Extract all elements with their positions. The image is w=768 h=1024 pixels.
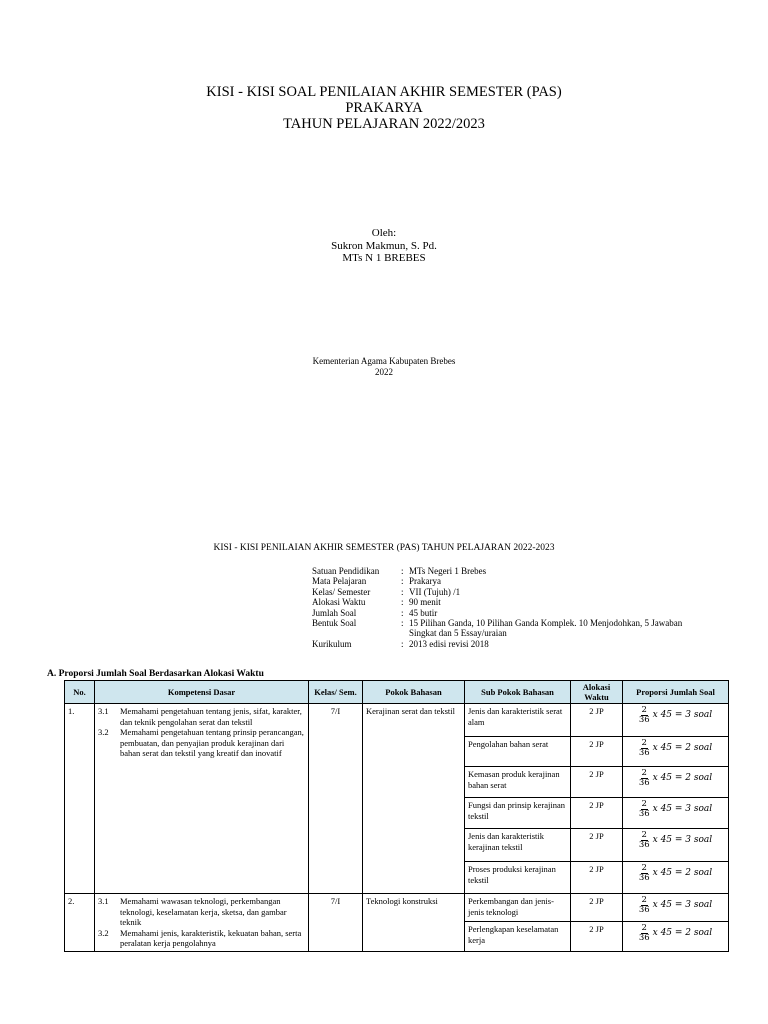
cell-sub-pokok: Perlengkapan keselamatan kerja	[465, 922, 571, 952]
cell-sub-pokok: Jenis dan karakteristik serat alam	[465, 704, 571, 737]
cell-alokasi: 2 JP	[571, 704, 623, 737]
meta-row	[312, 608, 709, 618]
fraction	[639, 769, 650, 788]
table-header-row	[65, 681, 729, 704]
cell-alokasi: 2 JP	[571, 737, 623, 767]
meta-label: Bentuk Soal	[312, 618, 357, 629]
meta-colon: :	[401, 566, 404, 576]
kd-number: 3.1	[98, 896, 109, 906]
meta-colon: :	[401, 597, 404, 608]
proportion-formula	[626, 831, 725, 850]
fraction-denominator: 36	[638, 933, 650, 943]
fraction-denominator: 36	[638, 748, 650, 758]
fraction-numerator: 2	[641, 705, 647, 715]
formula-result: x 45 = 2 soal	[652, 868, 713, 879]
school-name: MTs N 1 BREBES	[342, 252, 426, 264]
formula-result: x 45 = 2 soal	[652, 743, 713, 754]
fraction-numerator: 2	[641, 923, 647, 933]
cell-proporsi	[623, 798, 729, 829]
cover-title-line1: KISI - KISI SOAL PENILAIAN AKHIR SEMESTER (PAS)	[206, 84, 562, 100]
cell-sub-pokok: Perkembangan dan jenis-jenis teknologi	[465, 894, 571, 922]
proportion-formula	[626, 924, 725, 943]
meta-value: 45 butir	[409, 607, 438, 618]
cover-year: 2022	[375, 367, 393, 377]
cell-alokasi: 2 JP	[571, 922, 623, 952]
kd-number: 3.2	[98, 727, 109, 737]
meta-label: Satuan Pendidikan	[312, 566, 380, 576]
header-kelas: Kelas/ Sem.	[309, 681, 363, 704]
kd-number: 3.1	[98, 706, 109, 716]
meta-label: Kurikulum	[312, 638, 352, 649]
cell-kd	[95, 704, 309, 894]
cell-proporsi	[623, 737, 729, 767]
fraction-numerator: 2	[641, 768, 647, 778]
meta-row	[312, 597, 709, 607]
fraction-numerator: 2	[641, 799, 647, 809]
cell-alokasi: 2 JP	[571, 798, 623, 829]
meta-row	[312, 576, 709, 586]
cell-alokasi: 2 JP	[571, 767, 623, 798]
kd-number: 3.2	[98, 927, 109, 938]
fraction-numerator: 2	[641, 895, 647, 905]
cell-proporsi	[623, 704, 729, 737]
cover-title	[0, 84, 768, 132]
ministry-name: Kementerian Agama Kabupaten Brebes	[312, 356, 456, 366]
table-row	[65, 894, 729, 922]
cell-pokok: Kerajinan serat dan tekstil	[363, 704, 465, 894]
identity-block	[312, 566, 709, 649]
proportion-formula	[626, 864, 725, 883]
meta-value: Prakarya	[409, 576, 441, 587]
fraction-denominator: 36	[638, 715, 650, 725]
section-a-heading: A. Proporsi Jumlah Soal Berdasarkan Alokasi Waktu	[47, 669, 264, 679]
cell-alokasi: 2 JP	[571, 829, 623, 862]
fraction-numerator: 2	[641, 863, 647, 873]
fraction-denominator: 36	[638, 809, 650, 819]
cell-proporsi	[623, 829, 729, 862]
cover-title-line2: PRAKARYA	[345, 100, 423, 116]
meta-colon: :	[401, 576, 404, 587]
cell-sub-pokok: Fungsi dan prinsip kerajinan tekstil	[465, 798, 571, 829]
cell-proporsi	[623, 767, 729, 798]
header-alokasi: Alokasi Waktu	[571, 681, 623, 704]
fraction-numerator: 2	[641, 738, 647, 748]
proportion-formula	[626, 739, 725, 758]
header-kd: Kompetensi Dasar	[95, 681, 309, 704]
formula-result: x 45 = 2 soal	[652, 773, 713, 784]
fraction	[639, 800, 650, 819]
kd-text: Memahami wawasan teknologi, perkembangan teknologi, keselamatan kerja, sketsa, dan gambar teknik	[120, 896, 287, 927]
fraction	[639, 706, 650, 725]
kd-item	[98, 928, 305, 949]
fraction	[639, 739, 650, 758]
meta-value: 2013 edisi revisi 2018	[409, 638, 489, 649]
fraction-numerator: 2	[641, 830, 647, 840]
meta-value: 90 menit	[409, 597, 441, 608]
formula-result: x 45 = 3 soal	[652, 710, 713, 721]
meta-colon: :	[401, 638, 404, 649]
meta-row	[312, 618, 709, 639]
proportion-formula	[626, 706, 725, 725]
cell-sub-pokok: Proses produksi kerajinan tekstil	[465, 862, 571, 894]
ministry-block	[0, 356, 768, 378]
cover-title-line3: TAHUN PELAJARAN 2022/2023	[283, 116, 485, 132]
header-pokok: Pokok Bahasan	[363, 681, 465, 704]
kd-text: Memahami jenis, karakteristik, kekuatan bahan, serta peralatan kerja pengolahnya	[120, 927, 302, 948]
fraction-denominator: 36	[638, 873, 650, 883]
cell-proporsi	[623, 922, 729, 952]
meta-label: Alokasi Waktu	[312, 597, 366, 608]
kd-item	[98, 727, 305, 759]
meta-value: 15 Pilihan Ganda, 10 Pilihan Ganda Komplek. 10 Menjodohkan, 5 Jawaban Singkat dan 5 Essay/uraian	[409, 618, 683, 639]
meta-label: Kelas/ Semester	[312, 586, 371, 597]
document-subtitle: KISI - KISI PENILAIAN AKHIR SEMESTER (PAS) TAHUN PELAJARAN 2022-2023	[213, 543, 555, 553]
author-block	[0, 227, 768, 265]
meta-colon: :	[401, 607, 404, 618]
meta-value: VII (Tujuh) /1	[409, 586, 461, 597]
fraction	[639, 896, 650, 915]
formula-result: x 45 = 2 soal	[652, 928, 713, 939]
cell-proporsi	[623, 862, 729, 894]
proportion-formula	[626, 800, 725, 819]
cell-sub-pokok: Pengolahan bahan serat	[465, 737, 571, 767]
proportion-formula	[626, 896, 725, 915]
cell-alokasi: 2 JP	[571, 894, 623, 922]
fraction-denominator: 36	[638, 905, 650, 915]
formula-result: x 45 = 3 soal	[652, 835, 713, 846]
meta-row	[312, 566, 709, 576]
author-name: Sukron Makmun, S. Pd.	[331, 239, 437, 252]
meta-label: Mata Pelajaran	[312, 576, 367, 587]
cell-proporsi	[623, 894, 729, 922]
cell-kelas: 7/I	[309, 894, 363, 952]
header-sub: Sub Pokok Bahasan	[465, 681, 571, 704]
header-proporsi: Proporsi Jumlah Soal	[623, 681, 729, 704]
by-label: Oleh:	[371, 227, 397, 239]
cell-no: 2.	[65, 894, 95, 952]
cell-no: 1.	[65, 704, 95, 894]
header-no: No.	[65, 681, 95, 704]
kisi-table	[64, 680, 729, 952]
fraction-denominator: 36	[638, 778, 650, 788]
kd-text: Memahami pengetahuan tentang prinsip perancangan, pembuatan, dan penyajian produk kerajinan dari bahan serat dan tekstil yang kreatif dan inovatif	[120, 727, 304, 758]
fraction	[639, 831, 650, 850]
cell-kd	[95, 894, 309, 952]
meta-row	[312, 587, 709, 597]
meta-row	[312, 639, 709, 649]
meta-value: MTs Negeri 1 Brebes	[409, 566, 487, 576]
table-body	[65, 704, 729, 952]
cell-sub-pokok: Kemasan produk kerajinan bahan serat	[465, 767, 571, 798]
cell-alokasi: 2 JP	[571, 862, 623, 894]
cell-sub-pokok: Jenis dan karakteristik kerajinan tekstil	[465, 829, 571, 862]
table-row	[65, 704, 729, 737]
fraction	[639, 924, 650, 943]
formula-result: x 45 = 3 soal	[652, 804, 713, 815]
meta-label: Jumlah Soal	[312, 607, 357, 618]
cell-kelas: 7/I	[309, 704, 363, 894]
fraction	[639, 864, 650, 883]
cell-pokok: Teknologi konstruksi	[363, 894, 465, 952]
formula-result: x 45 = 3 soal	[652, 900, 713, 911]
proportion-formula	[626, 769, 725, 788]
kd-text: Memahami pengetahuan tentang jenis, sifat, karakter, dan teknik pengolahan serat dan tekstil	[120, 706, 302, 727]
meta-colon: :	[401, 586, 404, 597]
kd-item	[98, 896, 305, 928]
kd-item	[98, 706, 305, 727]
meta-colon: :	[401, 618, 404, 629]
fraction-denominator: 36	[638, 840, 650, 850]
